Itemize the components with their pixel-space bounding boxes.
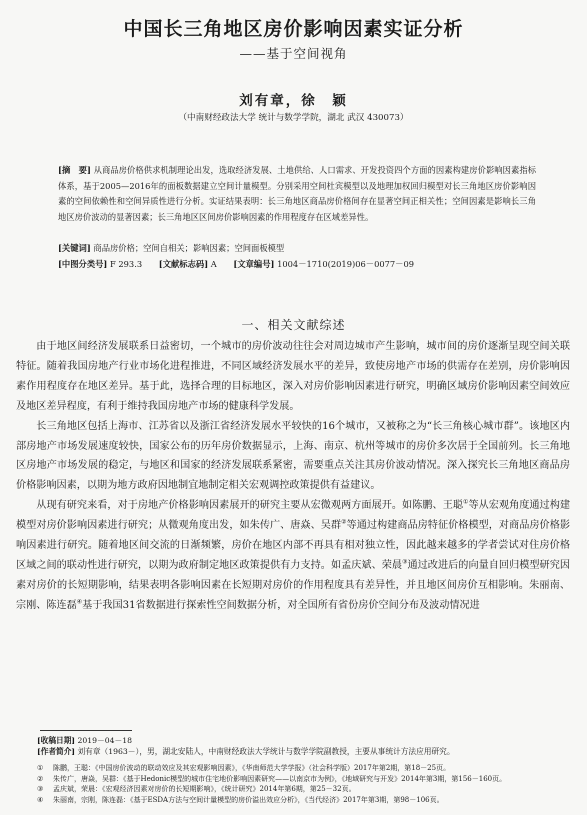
- abstract-text: 从商品房价格供求机制理论出发，选取经济发展、土地供给、人口需求、开发投资四个方面的因素构建房价影响因素指标体系，基于2005—2016年的面板数据建立空间计量模型。分别采用空间杜宾模型以及地理加权回归模型对长三角地区房价影响因素的空间依赖性和空间异质性进行分析。实证结果表明：长三角地区商品房价格间存在显著空间正相关性；空间因素是影响长三角地区房价波动的显著因素；长三角地区区间房价影响因素的作用程度存在区域差异性。: [58, 165, 536, 222]
- footnote-text: 朱丽南，宗刚，陈连磊：《基于ESDA方法与空间计量模型的房价溢出效应分析》，《当代经济》2017年第3期，第98－106页。: [53, 795, 444, 804]
- footnote-text: 陈鹏，王聪：《中国房价波动的联动效应及其宏观影响因素》，《华南师范大学学报》（社会科学版）2017年第2期，第18－25页。: [53, 764, 451, 772]
- id-label: [文章编号]: [233, 259, 275, 269]
- paragraph-3-part-3: 等通过构建商品房特征价格模型，对商品房价格影响因素进行研究。随着地区间交流的日渐频繁，房价在地区内部不再具有相对独立性，因此越来越多的学者尝试对住房价格区域之间的联动性进行研究，以期为政府制定地区政策提供有力支持。如孟庆斌、荣晨: [16, 520, 571, 571]
- footnote-number: ②: [37, 774, 44, 783]
- clc-label: [中图分类号]: [58, 259, 108, 269]
- affiliation: （中南财经政法大学 统计与数学学院，湖北 武汉 430073）: [178, 113, 409, 123]
- abstract-label: [摘 要]: [58, 165, 91, 175]
- keywords: [58, 241, 536, 255]
- author-row: [37, 747, 557, 758]
- ref-marker-1: ①: [463, 498, 469, 506]
- clc-value: F 293.3: [109, 259, 143, 269]
- footnote-text: 朱传广，唐焱，吴群：《基于Hedonic模型的城市住宅地价影响因素研究——以南京市为例》，《地域研究与开发》2014年第3期，第156－160页。: [53, 774, 507, 783]
- footnote-3: [37, 784, 557, 795]
- paper-subtitle: ——基于空间视角: [239, 46, 348, 61]
- paper-title: 中国长三角地区房价影响因素实证分析: [123, 18, 464, 40]
- footnote-4: [37, 795, 557, 806]
- body-text: [16, 337, 570, 616]
- footnote-number: ③: [37, 785, 44, 794]
- abstract: [58, 163, 536, 225]
- paragraph-3-part-2: 等从宏观角度通过构建模型对房价影响因素进行研究；从微观角度出发，如朱传广、唐焱、吴群: [16, 500, 571, 532]
- paragraph-3-part-5: 基于我国31省数据进行探索性空间数据分析，对全国所有省份房价空间分布及波动情况进: [82, 599, 480, 611]
- ref-marker-3: ③: [402, 558, 408, 566]
- footnote-text: 孟庆斌，荣晨：《宏观经济因素对房价的长短期影响》，《统计研究》2014年第6期，第25－32页。: [53, 785, 356, 794]
- keywords-text: 商品房价格；空间自相关；影响因素；空间面板模型: [93, 243, 285, 253]
- footnote-number: ④: [37, 795, 44, 804]
- footnotes: [37, 763, 557, 805]
- received-value: 2019－04－18: [77, 736, 132, 745]
- ref-marker-2: ②: [341, 518, 347, 526]
- ref-marker-4: ④: [76, 598, 83, 606]
- footnote-2: [37, 774, 557, 785]
- article-notes: [37, 736, 557, 758]
- keywords-label: [关键词]: [58, 243, 91, 253]
- footnote-divider: [40, 730, 132, 731]
- footnote-number: ①: [37, 764, 44, 772]
- paragraph-1: 由于地区间经济发展联系日益密切，一个城市的房价波动往往会对周边城市产生影响，城市间的房价逐渐呈现空间关联特征。随着我国房地产行业市场化进程推进，不同区域经济发展水平的差异，致使房地产市场的供需存在差别，房价影响因素作用程度存在地区差异。基于此，选择合理的目标地区，深入对房价影响因素进行研究，明确区域房价影响因素空间效应及地区差异程度，有利于维持我国房地产市场的健康科学发展。: [16, 341, 570, 412]
- author-label: [作者简介]: [37, 746, 76, 756]
- doc-value: A: [210, 259, 217, 269]
- paragraph-3: [16, 496, 570, 615]
- received-label: [收稿日期]: [37, 736, 76, 745]
- paragraph-3-part-4: 通过改进后的向量自回归模型研究因素对房价的长短期影响，结果表明各影响因素在长短期对房价的作用程度具有差异性，并且地区间房价互相影响。朱丽南、宗刚、陈连磊: [16, 559, 570, 611]
- section-heading: 一、相关文献综述: [241, 318, 346, 332]
- received-row: [37, 736, 557, 747]
- authors: 刘有章，徐 颖: [239, 93, 348, 109]
- paragraph-3-part-1: 从现有研究来看，对于房地产价格影响因素展开的研究主要从宏微观两方面展开。如陈鹏、王聪: [36, 500, 464, 512]
- classification-line: [58, 257, 536, 271]
- footnote-1: [37, 763, 557, 774]
- doc-label: [文献标志码]: [158, 259, 209, 269]
- id-value: 1004－1710(2019)06－0077－09: [277, 259, 415, 269]
- author-value: 刘有章（1963－），男，湖北安陆人，中南财经政法大学统计与数学学院副教授，主要从事统计方法应用研究。: [77, 746, 455, 756]
- paragraph-2: 长三角地区包括上海市、江苏省以及浙江省经济发展水平较快的16个城市，又被称之为“长三角核心城市群”。该地区内部房地产市场发展速度较快，国家公布的历年房价数据显示，上海、南京、杭州等城市的房价多次居于全国前列。长三角地区房地产市场发展的稳定，与地区和国家的经济发展联系紧密，需要重点关注其房价波动情况。深入探究长三角地区商品房价格影响因素，以期为地方政府因地制宜地制定相关宏观调控政策提供有益建议。: [16, 420, 570, 492]
